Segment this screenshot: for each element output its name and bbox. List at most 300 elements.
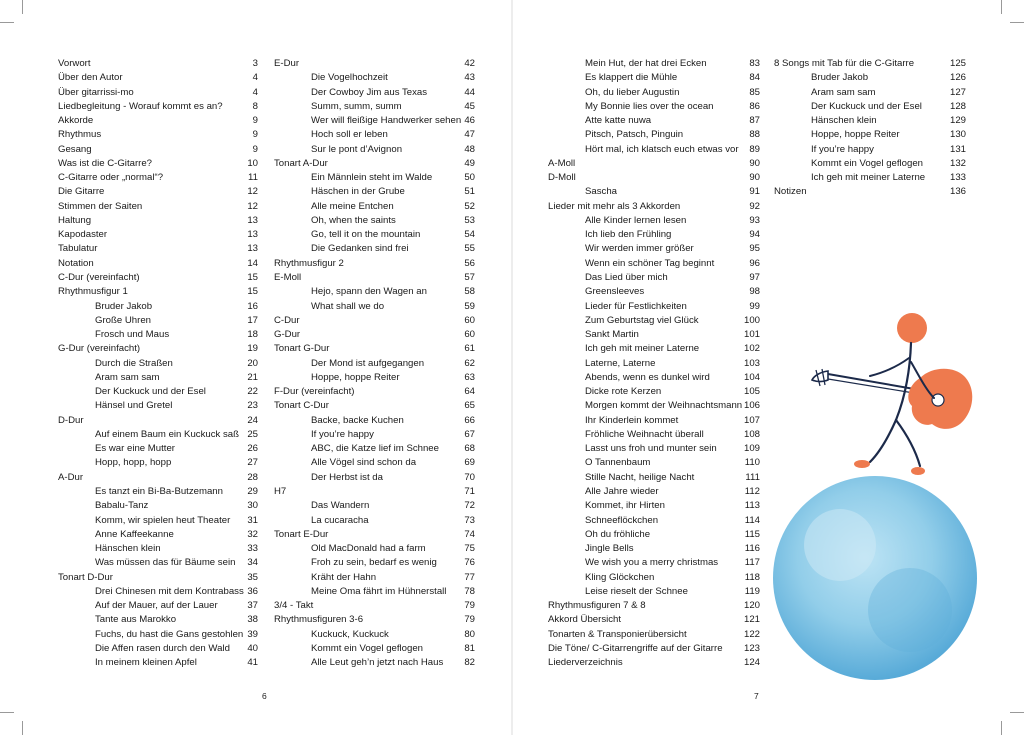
toc-entry-title: Wenn ein schöner Tag beginnt xyxy=(585,257,715,269)
toc-entry xyxy=(548,528,760,542)
crop-mark xyxy=(0,712,14,713)
toc-entry-page: 39 xyxy=(247,628,258,640)
toc-entry-title: Gesang xyxy=(58,143,92,155)
toc-entry-title: Der Kuckuck und der Esel xyxy=(95,386,206,398)
toc-entry-page: 21 xyxy=(247,371,258,383)
toc-entry-title: Hört mal, ich klatsch euch etwas vor xyxy=(585,143,739,155)
toc-entry-page: 54 xyxy=(464,229,475,241)
toc-entry-title: Stille Nacht, heilige Nacht xyxy=(585,471,695,483)
toc-entry-title: Kommt ein Vogel geflogen xyxy=(311,642,424,654)
toc-entry-title: Alle meine Entchen xyxy=(311,200,394,212)
toc-entry-title: Das Lied über mich xyxy=(585,271,668,283)
toc-entry-title: Rhythmusfiguren 7 & 8 xyxy=(548,600,646,612)
toc-entry xyxy=(548,485,760,499)
toc-entry-title: C-Dur (vereinfacht) xyxy=(58,271,140,283)
toc-entry xyxy=(58,228,258,242)
toc-entry-page: 4 xyxy=(252,72,258,84)
toc-entry-title: Alle Leut geh’n jetzt nach Haus xyxy=(311,657,444,669)
toc-entry-page: 124 xyxy=(743,657,760,669)
toc-entry xyxy=(548,114,760,128)
toc-entry-page: 23 xyxy=(247,400,258,412)
toc-entry xyxy=(274,628,475,642)
toc-entry xyxy=(58,271,258,285)
toc-entry-title: Drei Chinesen mit dem Kontrabass xyxy=(95,585,244,597)
toc-entry xyxy=(274,185,475,199)
toc-entry-page: 10 xyxy=(247,157,258,169)
toc-entry-page: 115 xyxy=(744,528,760,540)
toc-entry-page: 94 xyxy=(749,229,760,241)
toc-entry-title: Die Gedanken sind frei xyxy=(311,243,409,255)
toc-entry xyxy=(548,514,760,528)
toc-entry xyxy=(58,157,258,171)
toc-entry-page: 96 xyxy=(749,257,760,269)
toc-entry xyxy=(274,314,475,328)
toc-entry-page: 79 xyxy=(464,600,475,612)
toc-entry-title: If you’re happy xyxy=(311,428,374,440)
toc-entry-page: 13 xyxy=(247,243,258,255)
toc-entry xyxy=(274,485,475,499)
toc-entry-title: My Bonnie lies over the ocean xyxy=(585,100,714,112)
toc-entry-title: Der Kuckuck und der Esel xyxy=(811,100,922,112)
toc-entry xyxy=(58,100,258,114)
toc-entry-title: Vorwort xyxy=(58,58,91,69)
toc-entry xyxy=(548,300,760,314)
toc-entry-title: Über den Autor xyxy=(58,72,123,84)
toc-entry xyxy=(274,442,475,456)
toc-entry-page: 53 xyxy=(464,214,475,226)
toc-entry-page: 86 xyxy=(749,100,760,112)
toc-entry-title: C-Gitarre oder „normal“? xyxy=(58,172,164,184)
toc-entry-page: 56 xyxy=(464,257,475,269)
toc-entry-title: Ihr Kinderlein kommet xyxy=(585,414,679,426)
crop-mark xyxy=(1001,0,1002,14)
toc-entry-title: E-Dur xyxy=(274,58,300,69)
toc-entry-title: Rhythmus xyxy=(58,129,102,141)
guitar-player-on-globe-icon xyxy=(770,300,980,680)
toc-entry-title: Lieder mit mehr als 3 Akkorden xyxy=(548,200,681,212)
toc-entry-title: Akkorde xyxy=(58,115,94,127)
toc-entry xyxy=(548,357,760,371)
toc-entry-page: 33 xyxy=(247,543,258,555)
toc-entry-title: Tonart E-Dur xyxy=(274,528,329,540)
page-number-right: 7 xyxy=(754,691,759,701)
toc-entry-title: Go, tell it on the mountain xyxy=(311,229,421,241)
toc-entry xyxy=(58,656,258,670)
toc-entry-title: Große Uhren xyxy=(95,314,151,326)
toc-entry-title: Was müssen das für Bäume sein xyxy=(95,557,236,569)
toc-entry-page: 62 xyxy=(464,357,475,369)
toc-entry-title: Oh, du lieber Augustin xyxy=(585,86,680,98)
toc-entry-title: Akkord Übersicht xyxy=(548,614,622,626)
toc-entry xyxy=(274,514,475,528)
toc-entry xyxy=(274,200,475,214)
toc-entry xyxy=(774,157,966,171)
toc-entry-title: Stimmen der Saiten xyxy=(58,200,143,212)
toc-entry-title: Anne Kaffeekanne xyxy=(95,528,174,540)
toc-entry-page: 20 xyxy=(247,357,258,369)
toc-column-4 xyxy=(774,57,966,200)
toc-entry-page: 63 xyxy=(464,371,475,383)
toc-entry-title: Tonart A-Dur xyxy=(274,157,328,169)
toc-entry-title: Wer will fleißige Handwerker sehen xyxy=(311,115,462,127)
toc-entry xyxy=(274,100,475,114)
toc-entry-page: 136 xyxy=(949,186,966,198)
toc-entry xyxy=(548,371,760,385)
toc-entry-title: Was ist die C-Gitarre? xyxy=(58,157,153,169)
toc-entry-page: 40 xyxy=(247,642,258,654)
toc-entry-page: 111 xyxy=(745,471,760,483)
toc-entry-title: Laterne, Laterne xyxy=(585,357,656,369)
toc-entry-title: 8 Songs mit Tab für die C-Gitarre xyxy=(774,58,915,69)
toc-entry xyxy=(548,642,760,656)
toc-entry-page: 68 xyxy=(464,443,475,455)
toc-entry-title: Hopp, hopp, hopp xyxy=(95,457,172,469)
toc-entry-title: Über gitarrissi-mo xyxy=(58,86,134,98)
toc-entry xyxy=(58,528,258,542)
toc-entry-title: O Tannenbaum xyxy=(585,457,651,469)
toc-entry xyxy=(274,599,475,613)
toc-entry-page: 132 xyxy=(949,157,966,169)
toc-entry-title: Morgen kommt der Weihnachtsmann xyxy=(585,400,743,412)
toc-entry-page: 103 xyxy=(743,357,760,369)
toc-entry xyxy=(548,100,760,114)
toc-entry-page: 84 xyxy=(749,72,760,84)
toc-entry-title: Sankt Martin xyxy=(585,329,639,341)
toc-entry-title: Kommt ein Vogel geflogen xyxy=(811,157,924,169)
toc-entry-title: Tonarten & Transponierübersicht xyxy=(548,628,687,640)
toc-entry xyxy=(274,271,475,285)
toc-entry-page: 61 xyxy=(464,343,475,355)
toc-entry-title: Alle Vögel sind schon da xyxy=(311,457,417,469)
toc-entry-title: Das Wandern xyxy=(311,500,370,512)
toc-entry-page: 11 xyxy=(248,172,258,184)
toc-entry xyxy=(58,242,258,256)
toc-entry-title: Jingle Bells xyxy=(585,543,634,555)
toc-entry-page: 48 xyxy=(464,143,475,155)
toc-entry-title: Meine Oma fährt im Hühnerstall xyxy=(311,585,447,597)
toc-entry-page: 66 xyxy=(464,414,475,426)
toc-entry xyxy=(548,399,760,413)
toc-entry xyxy=(548,285,760,299)
toc-entry-title: Liedbegleitung - Worauf kommt es an? xyxy=(58,100,223,112)
globe-shape xyxy=(773,476,977,680)
toc-entry-title: Dicke rote Kerzen xyxy=(585,386,662,398)
toc-entry xyxy=(58,300,258,314)
toc-entry xyxy=(548,171,760,185)
toc-entry xyxy=(774,71,966,85)
toc-entry xyxy=(58,171,258,185)
toc-entry-page: 9 xyxy=(252,143,258,155)
toc-entry xyxy=(58,214,258,228)
toc-entry-title: Der Mond ist aufgegangen xyxy=(311,357,425,369)
toc-entry-page: 37 xyxy=(247,600,258,612)
toc-entry xyxy=(548,442,760,456)
toc-entry-page: 83 xyxy=(749,58,760,69)
crop-mark xyxy=(1001,721,1002,735)
toc-entry-title: Hoch soll er leben xyxy=(311,129,388,141)
toc-entry-title: Hoppe, hoppe Reiter xyxy=(811,129,900,141)
toc-entry-page: 99 xyxy=(749,300,760,312)
toc-entry-page: 130 xyxy=(949,129,966,141)
toc-entry-page: 73 xyxy=(464,514,475,526)
toc-entry xyxy=(274,71,475,85)
toc-entry-page: 31 xyxy=(247,514,258,526)
toc-entry xyxy=(548,599,760,613)
toc-entry-title: Sascha xyxy=(585,186,617,198)
toc-entry xyxy=(548,71,760,85)
toc-entry xyxy=(58,143,258,157)
toc-entry xyxy=(274,171,475,185)
toc-entry-title: Fröhliche Weihnacht überall xyxy=(585,428,704,440)
toc-entry xyxy=(774,100,966,114)
toc-entry-page: 22 xyxy=(247,386,258,398)
toc-entry xyxy=(274,499,475,513)
toc-entry-page: 74 xyxy=(464,528,475,540)
toc-entry-title: F-Dur (vereinfacht) xyxy=(274,386,355,398)
toc-entry-title: Oh, when the saints xyxy=(311,214,396,226)
toc-entry-title: Zum Geburtstag viel Glück xyxy=(585,314,699,326)
toc-entry-page: 79 xyxy=(464,614,475,626)
toc-entry-title: Schneeflöckchen xyxy=(585,514,659,526)
toc-entry xyxy=(58,200,258,214)
toc-entry xyxy=(58,471,258,485)
toc-entry-page: 108 xyxy=(743,428,760,440)
toc-entry-page: 116 xyxy=(744,543,760,555)
toc-entry-page: 104 xyxy=(743,371,760,383)
toc-entry-title: Häschen in der Grube xyxy=(311,186,405,198)
toc-entry xyxy=(58,414,258,428)
toc-entry-title: Die Gitarre xyxy=(58,186,105,198)
toc-entry-title: Es tanzt ein Bi-Ba-Butzemann xyxy=(95,485,223,497)
toc-entry-page: 101 xyxy=(743,329,760,341)
toc-entry-page: 87 xyxy=(749,115,760,127)
toc-entry-title: Ein Männlein steht im Walde xyxy=(311,172,433,184)
toc-entry-page: 121 xyxy=(743,614,760,626)
toc-entry xyxy=(58,399,258,413)
toc-entry xyxy=(274,228,475,242)
toc-entry-page: 49 xyxy=(464,157,475,169)
toc-entry-title: Rhythmusfiguren 3-6 xyxy=(274,614,364,626)
toc-entry-title: Ich lieb den Frühling xyxy=(585,229,672,241)
toc-column-2 xyxy=(274,57,475,670)
toc-entry xyxy=(548,456,760,470)
toc-entry xyxy=(274,86,475,100)
toc-entry-title: Summ, summ, summ xyxy=(311,100,402,112)
toc-entry-title: Frosch und Maus xyxy=(95,329,170,341)
toc-entry xyxy=(58,599,258,613)
toc-entry-page: 88 xyxy=(749,129,760,141)
toc-entry xyxy=(58,57,258,71)
toc-entry xyxy=(548,542,760,556)
toc-entry-title: La cucaracha xyxy=(311,514,369,526)
toc-entry xyxy=(58,456,258,470)
crop-mark xyxy=(1010,712,1024,713)
toc-entry-page: 78 xyxy=(464,585,475,597)
toc-entry-title: Tonart G-Dur xyxy=(274,343,330,355)
toc-entry xyxy=(58,314,258,328)
toc-entry-title: Kapodaster xyxy=(58,229,108,241)
toc-entry xyxy=(774,114,966,128)
toc-entry-title: Die Affen rasen durch den Wald xyxy=(95,642,230,654)
toc-entry-title: ABC, die Katze lief im Schnee xyxy=(311,443,439,455)
toc-entry-page: 109 xyxy=(743,443,760,455)
crop-mark xyxy=(1010,22,1024,23)
toc-entry xyxy=(548,200,760,214)
toc-entry-page: 17 xyxy=(247,314,258,326)
toc-entry-title: Lieder für Festlichkeiten xyxy=(585,300,687,312)
toc-entry-page: 50 xyxy=(464,172,475,184)
toc-entry-title: Liederverzeichnis xyxy=(548,657,623,669)
toc-entry-page: 69 xyxy=(464,457,475,469)
toc-entry-title: Leise rieselt der Schnee xyxy=(585,585,688,597)
toc-entry-title: We wish you a merry christmas xyxy=(585,557,719,569)
toc-entry-page: 110 xyxy=(744,457,760,469)
toc-entry-page: 15 xyxy=(247,286,258,298)
toc-entry-page: 107 xyxy=(743,414,760,426)
toc-entry-title: Kräht der Hahn xyxy=(311,571,377,583)
toc-entry-title: Die Vogelhochzeit xyxy=(311,72,388,84)
toc-entry-page: 43 xyxy=(464,72,475,84)
toc-entry xyxy=(274,242,475,256)
toc-entry xyxy=(58,556,258,570)
toc-entry-page: 67 xyxy=(464,428,475,440)
page-number-left: 6 xyxy=(262,691,267,701)
toc-entry xyxy=(58,328,258,342)
toc-entry xyxy=(274,399,475,413)
toc-entry-title: H7 xyxy=(274,485,287,497)
toc-entry-title: Sur le pont d’Avignon xyxy=(311,143,403,155)
toc-entry-page: 93 xyxy=(749,214,760,226)
toc-entry xyxy=(274,414,475,428)
toc-entry-title: Bruder Jakob xyxy=(811,72,869,84)
toc-entry xyxy=(58,585,258,599)
toc-entry xyxy=(58,571,258,585)
toc-entry-page: 12 xyxy=(247,186,258,198)
toc-entry xyxy=(774,185,966,199)
toc-entry-page: 89 xyxy=(749,143,760,155)
toc-entry xyxy=(274,357,475,371)
toc-entry-page: 4 xyxy=(252,86,258,98)
toc-entry-title: If you’re happy xyxy=(811,143,874,155)
toc-entry-title: In meinem kleinen Apfel xyxy=(95,657,197,669)
toc-entry-page: 64 xyxy=(464,386,475,398)
toc-entry-page: 95 xyxy=(749,243,760,255)
toc-entry xyxy=(548,613,760,627)
toc-entry-title: G-Dur (vereinfacht) xyxy=(58,343,141,355)
toc-entry xyxy=(548,214,760,228)
toc-entry-page: 80 xyxy=(464,628,475,640)
toc-entry-page: 57 xyxy=(464,271,475,283)
toc-entry xyxy=(58,342,258,356)
toc-entry-title: Hänschen klein xyxy=(95,543,161,555)
toc-entry-page: 44 xyxy=(464,86,475,98)
toc-entry-page: 72 xyxy=(464,500,475,512)
toc-entry-page: 82 xyxy=(464,657,475,669)
toc-entry-page: 41 xyxy=(247,657,258,669)
toc-entry-title: Kommet, ihr Hirten xyxy=(585,500,665,512)
toc-entry-title: Notizen xyxy=(774,186,807,198)
toc-entry xyxy=(58,514,258,528)
toc-entry-title: Die Töne/ C-Gitarrengriffe auf der Gitarre xyxy=(548,642,723,654)
toc-entry-title: Tante aus Marokko xyxy=(95,614,177,626)
toc-entry-page: 91 xyxy=(749,186,760,198)
toc-entry xyxy=(58,371,258,385)
toc-entry-title: Pitsch, Patsch, Pinguin xyxy=(585,129,684,141)
toc-entry-title: Mein Hut, der hat drei Ecken xyxy=(585,58,707,69)
page-gutter xyxy=(511,0,513,735)
toc-entry-page: 9 xyxy=(252,129,258,141)
toc-entry xyxy=(274,642,475,656)
toc-entry-page: 65 xyxy=(464,400,475,412)
toc-entry xyxy=(274,285,475,299)
toc-entry-title: Es klappert die Mühle xyxy=(585,72,678,84)
toc-entry-page: 119 xyxy=(744,585,760,597)
toc-entry-page: 126 xyxy=(949,72,966,84)
toc-entry-page: 97 xyxy=(749,271,760,283)
toc-entry-page: 114 xyxy=(744,514,760,526)
toc-entry xyxy=(274,471,475,485)
toc-entry-page: 90 xyxy=(749,157,760,169)
toc-entry-page: 8 xyxy=(252,100,258,112)
toc-entry xyxy=(58,185,258,199)
toc-entry-page: 113 xyxy=(744,500,760,512)
toc-entry-page: 58 xyxy=(464,286,475,298)
toc-entry xyxy=(548,157,760,171)
toc-entry xyxy=(548,314,760,328)
toc-entry-page: 76 xyxy=(464,557,475,569)
toc-entry-page: 25 xyxy=(247,428,258,440)
toc-entry xyxy=(548,656,760,670)
toc-entry-page: 120 xyxy=(743,600,760,612)
toc-entry-page: 46 xyxy=(464,115,475,127)
toc-entry-title: Oh du fröhliche xyxy=(585,528,651,540)
toc-entry xyxy=(58,357,258,371)
toc-entry-title: Kuckuck, Kuckuck xyxy=(311,628,389,640)
toc-column-3 xyxy=(548,57,760,670)
toc-entry-title: Lasst uns froh und munter sein xyxy=(585,443,717,455)
toc-entry-page: 81 xyxy=(464,642,475,654)
toc-entry xyxy=(548,128,760,142)
toc-entry xyxy=(274,456,475,470)
toc-entry-page: 51 xyxy=(464,186,475,198)
toc-entry-title: Alle Jahre wieder xyxy=(585,485,659,497)
toc-entry-page: 38 xyxy=(247,614,258,626)
toc-entry-page: 133 xyxy=(949,172,966,184)
toc-entry-title: Alle Kinder lernen lesen xyxy=(585,214,687,226)
toc-entry-title: Komm, wir spielen heut Theater xyxy=(95,514,231,526)
toc-entry-page: 9 xyxy=(252,115,258,127)
toc-entry-page: 102 xyxy=(743,343,760,355)
toc-entry-page: 34 xyxy=(247,557,258,569)
toc-entry-page: 77 xyxy=(464,571,475,583)
toc-entry xyxy=(58,613,258,627)
toc-entry xyxy=(58,442,258,456)
toc-entry-title: A-Dur xyxy=(58,471,84,483)
toc-entry xyxy=(548,86,760,100)
toc-entry-title: Der Cowboy Jim aus Texas xyxy=(311,86,428,98)
toc-entry xyxy=(548,571,760,585)
toc-entry-page: 105 xyxy=(743,386,760,398)
toc-entry-title: Fuchs, du hast die Gans gestohlen xyxy=(95,628,244,640)
toc-entry-title: Greensleeves xyxy=(585,286,645,298)
toc-entry-title: D-Moll xyxy=(548,172,576,184)
toc-entry-page: 71 xyxy=(464,485,475,497)
toc-entry xyxy=(58,257,258,271)
toc-entry xyxy=(274,128,475,142)
toc-entry-page: 29 xyxy=(247,485,258,497)
toc-entry xyxy=(274,328,475,342)
toc-entry xyxy=(548,143,760,157)
